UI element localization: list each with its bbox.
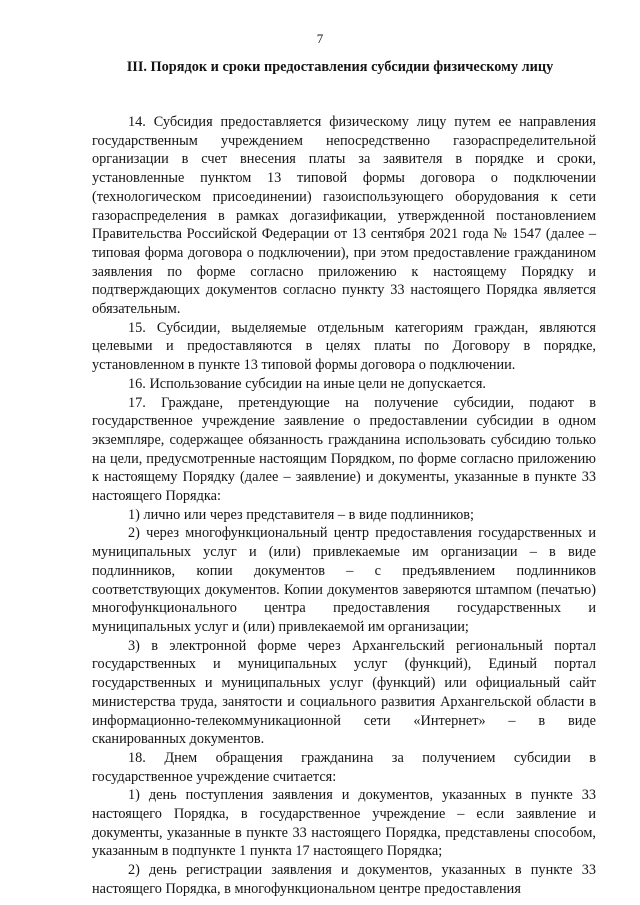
- paragraph-14: 14. Субсидия предоставляется физическому лицу путем ее направления государственным учреждением непосредственно газораспределительной организации в счет внесения платы за заявителя в порядке и сроки, установленные пунктом 13 типовой формы договора о подключении (технологическом присоединении) газоиспользующего оборудования к сети газораспределения в рамках догазификации, утвержденной постановлением Правительства Российской Федерации от 13 сентября 2021 года № 1547 (далее – типовая форма договора о подключении), при этом предоставление гражданином заявления по форме согласно приложению к настоящему Порядку и подтверждающих документов согласно пункту 33 настоящего Порядка является обязательным.: [92, 114, 596, 318]
- paragraph-17-item-2: 2) через многофункциональный центр предоставления государственных и муниципальных услуг и (или) привлекаемые им организации – в виде подлинников, копии документов – с предъявлением подлинников соответствующих документов. Копии документов заверяются штампом (печатью) многофункционального центра предоставления государственных и муниципальных услуг и (или) привлекаемой им организации;: [92, 525, 596, 635]
- page-number: 7: [316, 31, 324, 46]
- paragraph-17: 17. Граждане, претендующие на получение субсидии, подают в государственное учреждение заявление о предоставлении субсидии в одном экземпляре, содержащее обязанность гражданина использовать субсидию только на цели, предусмотренные настоящим Порядком, по форме согласно приложению к настоящему Порядку (далее – заявление) и документы, указанные в пункте 33 настоящего Порядка:: [92, 394, 596, 505]
- paragraph-18-item-1: 1) день поступления заявления и документов, указанных в пункте 33 настоящего Порядка, в государственное учреждение – если заявление и документы, указанные в пункте 33 настоящего Порядка, представлены способом, указанным в подпункте 1 пункта 17 настоящего Порядка;: [92, 787, 596, 860]
- paragraph-15: 15. Субсидии, выделяемые отдельным категориям граждан, являются целевыми и предоставляются в целях платы по Договору в порядке, установленном в пункте 13 типовой формы договора о подключении.: [92, 319, 596, 374]
- section-title: III. Порядок и сроки предоставления субсидии физическому лицу: [126, 59, 554, 75]
- paragraph-18: 18. Днем обращения гражданина за получением субсидии в государственное учреждение считается:: [92, 749, 596, 785]
- document-body: [92, 113, 596, 899]
- paragraph-17-item-3: 3) в электронной форме через Архангельский региональный портал государственных и муниципальных услуг (функций), Единый портал государственных и муниципальных услуг (функций) или официальный сайт министерства труда, занятости и социального развития Архангельской области в информационно-телекоммуникационной сети «Интернет» – в виде сканированных документов.: [92, 637, 596, 748]
- paragraph-17-item-1: 1) лично или через представителя – в виде подлинников;: [128, 506, 475, 523]
- paragraph-16: 16. Использование субсидии на иные цели не допускается.: [128, 375, 486, 392]
- paragraph-18-item-2: 2) день регистрации заявления и документов, указанных в пункте 33 настоящего Порядка, в многофункциональном центре предоставления: [92, 862, 596, 897]
